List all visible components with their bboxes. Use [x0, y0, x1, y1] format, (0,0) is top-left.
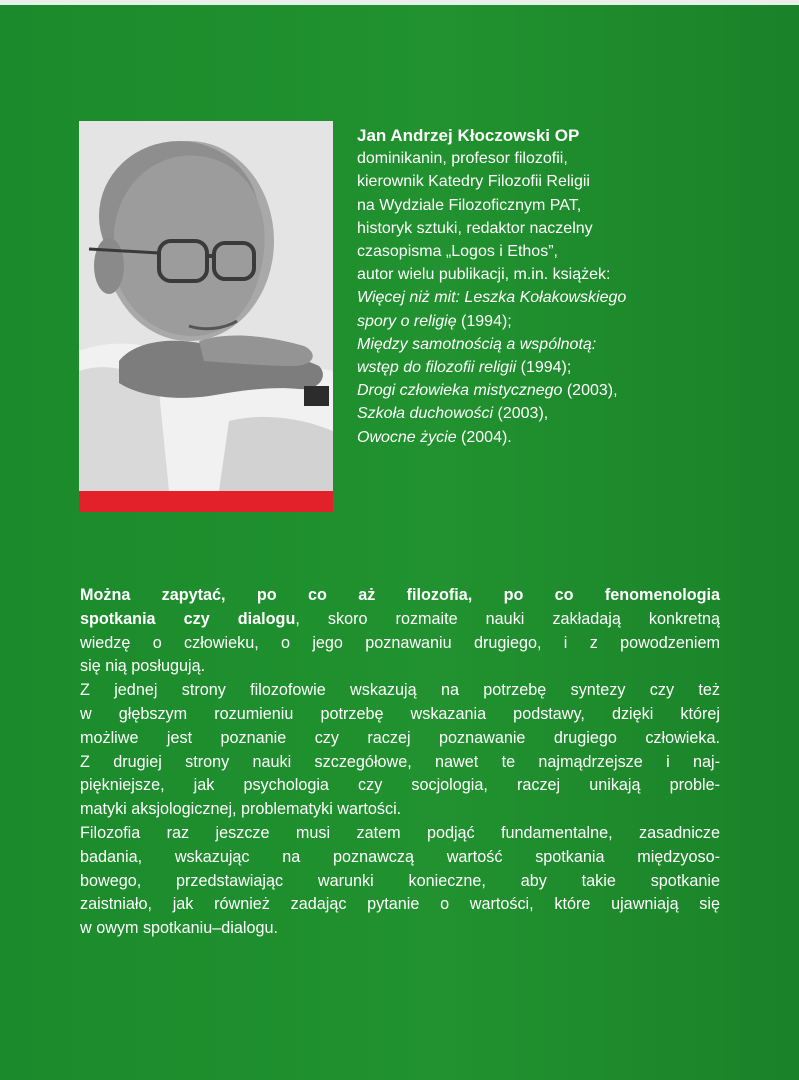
author-name: Jan Andrzej Kłoczowski OP — [357, 126, 580, 145]
book-entry — [357, 333, 737, 356]
book-entry — [357, 426, 737, 449]
bio-line: kierownik Katedry Filozofii Religii — [357, 173, 590, 191]
blurb-line — [80, 608, 720, 632]
book-entry — [357, 310, 737, 333]
blurb-line: się nią posługują. — [80, 657, 206, 676]
blurb-line: zaistniało, jak również zadając pytanie o wartości, które ujawniają się — [80, 895, 720, 914]
book-entry — [357, 286, 737, 309]
blurb-lead-bold: spotkania czy dialogu — [80, 609, 296, 628]
blurb-line: Filozofia raz jeszcze musi zatem podjąć fundamentalne, zasadnicze — [80, 823, 720, 842]
bio-line: czasopisma „Logos i Ethos”, — [357, 243, 558, 261]
blurb-line — [80, 584, 720, 608]
blurb-line: Z jednej strony filozofowie wskazują na potrzebę syntezy czy też — [80, 681, 720, 700]
book-entry — [357, 356, 737, 379]
author-portrait-photo — [79, 121, 333, 491]
blurb-line: w owym spotkaniu–dialogu. — [80, 919, 278, 938]
cover-top-edge — [0, 0, 799, 5]
blurb-line: matyki aksjologicznej, problematyki wartości. — [80, 800, 402, 819]
book-title: Drogi człowieka mistycznego — [357, 382, 563, 400]
book-year: (1994); — [516, 359, 572, 377]
book-year: (2004). — [456, 428, 512, 446]
book-entry — [357, 402, 737, 425]
bio-line: autor wielu publikacji, m.in. książek: — [357, 266, 611, 284]
red-accent-bar — [79, 491, 333, 512]
book-title: Więcej niż mit: Leszka Kołakowskiego — [357, 289, 627, 307]
bio-line: historyk sztuki, redaktor naczelny — [357, 219, 593, 237]
bio-line: na Wydziale Filozoficznym PAT, — [357, 196, 582, 214]
blurb-line: badania, wskazując na poznawczą wartość spotkania międzyoso- — [80, 847, 720, 866]
book-year: (2003), — [562, 382, 618, 400]
blurb-line: wiedzę o człowieku, o jego poznawaniu drugiego, i z powodzeniem — [80, 633, 720, 652]
blurb-line: piękniejsze, jak psychologia czy socjologia, raczej unikają proble- — [80, 776, 720, 795]
bio-line: dominikanin, profesor filozofii, — [357, 150, 568, 168]
book-year: (1994); — [456, 312, 512, 330]
blurb-text — [80, 584, 720, 941]
blurb-lead-bold: Można zapytać, po co aż filozofia, po co fenomenologia — [80, 586, 720, 604]
book-title: Między samotnością a wspólnotą: — [357, 335, 597, 353]
blurb-line: Z drugiej strony nauki szczegółowe, nawet te najmądrzejsze i naj- — [80, 752, 720, 771]
blurb-lead-rest: , skoro rozmaite nauki zakładają konkretną — [295, 609, 720, 628]
author-bio — [357, 124, 737, 449]
book-title: Owocne życie — [357, 428, 457, 446]
blurb-line: w głębszym rozumieniu potrzebę wskazania podstawy, dzięki której — [80, 704, 720, 723]
book-title: Szkoła duchowości — [357, 405, 494, 423]
author-photo-block — [79, 121, 333, 512]
book-year: (2003), — [493, 405, 549, 423]
book-entry — [357, 379, 737, 402]
blurb-line: bowego, przedstawiając warunki konieczne, aby takie spotkanie — [80, 871, 720, 890]
book-title: spory o religię — [357, 312, 457, 330]
book-title: wstęp do filozofii religii — [357, 359, 517, 377]
blurb-line: możliwe jest poznanie czy raczej poznawanie drugiego człowieka. — [80, 728, 720, 747]
author-portrait-illustration — [79, 121, 333, 491]
